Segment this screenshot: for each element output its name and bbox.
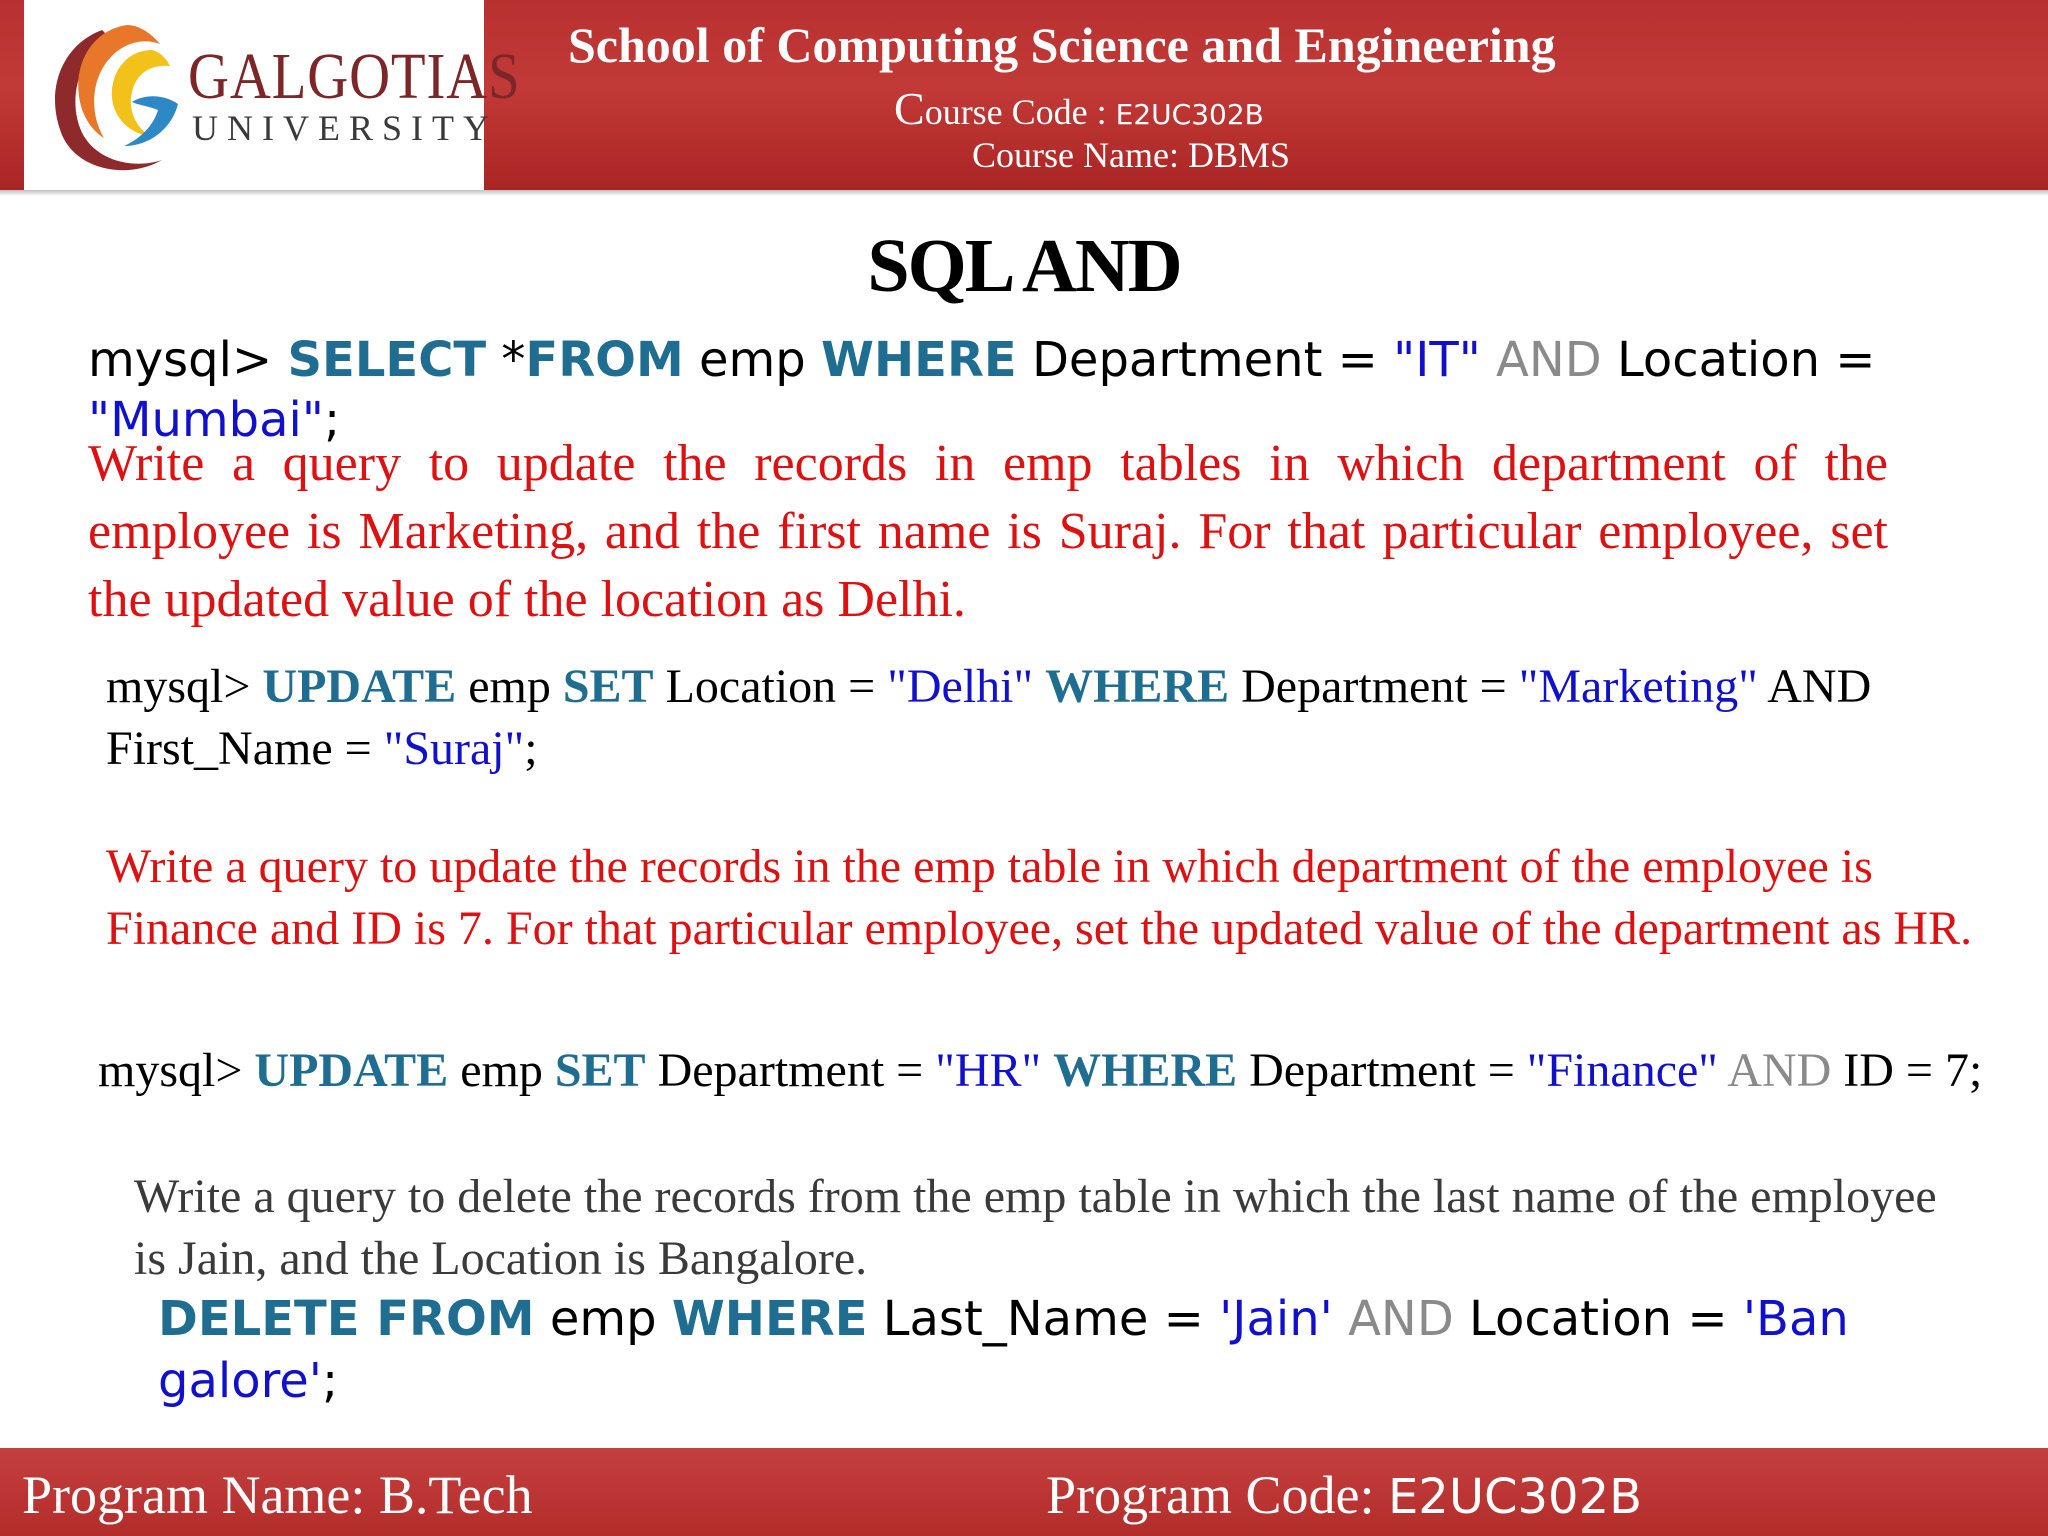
exercise-prompt-3: Write a query to delete the records from the emp table in which the last name of the employee is Jain, and the Location is Bangalore. — [134, 1170, 1937, 1285]
sql-query-delete — [158, 1288, 1878, 1412]
q4-keyword-delete-from: DELETE FROM — [158, 1291, 535, 1347]
q4-string-jain: 'Jain' — [1219, 1291, 1333, 1347]
q1-and: AND — [1480, 332, 1602, 388]
program-code-label: Program Code: — [1046, 1465, 1388, 1525]
q3-space — [1041, 1044, 1053, 1097]
course-name: Course Name: DBMS — [972, 135, 1290, 175]
q4-string-bangalore: 'Bangalore' — [158, 1291, 1849, 1409]
q2-condition-2: AND First_Name = — [106, 660, 1872, 775]
q3-condition-1: Department = — [1237, 1044, 1527, 1097]
course-code-label-cap: C — [894, 83, 925, 134]
q3-set-column: Department = — [645, 1044, 936, 1097]
q2-condition-1: Department = — [1229, 660, 1519, 713]
q1-keyword-where: WHERE — [821, 332, 1017, 388]
q2-space — [1033, 660, 1045, 713]
q2-string-suraj: "Suraj" — [383, 722, 525, 775]
exercise-prompt-1: Write a query to update the records in emp tables in which department of the employee is Marketing, and the first name is Suraj. For that particular employee, set the updated value of the location as Delhi. — [88, 435, 1888, 628]
q3-keyword-set: SET — [554, 1044, 646, 1097]
footer-bar — [0, 1448, 2048, 1536]
q4-end: ; — [322, 1353, 339, 1409]
q3-and: AND — [1717, 1044, 1832, 1097]
q1-end: ; — [323, 392, 341, 448]
q3-keyword-update: UPDATE — [254, 1044, 449, 1097]
school-title: School of Computing Science and Engineering — [568, 17, 1556, 73]
exercise-prompt-2: Write a query to update the records in the emp table in which department of the employee is Finance and ID is 7. For that particular employee, set the updated value of the department as HR. — [106, 840, 1973, 955]
q2-keyword-update: UPDATE — [262, 660, 457, 713]
q1-prompt: mysql> — [88, 332, 288, 388]
q4-keyword-where: WHERE — [671, 1291, 868, 1347]
program-name: Program Name: B.Tech — [22, 1465, 533, 1525]
q2-table: emp — [456, 660, 563, 713]
logo-subtitle: UNIVERSITY — [192, 108, 498, 148]
q4-and: AND — [1332, 1291, 1454, 1347]
q3-condition-2: ID = 7; — [1831, 1044, 1983, 1097]
sql-query-update-location — [106, 656, 1906, 780]
program-code-value: E2UC302B — [1387, 1469, 1643, 1525]
q1-keyword-from: FROM — [525, 332, 684, 388]
q4-condition-2: Location = — [1453, 1291, 1743, 1347]
q2-set-column: Location = — [653, 660, 888, 713]
q3-string-hr: "HR" — [935, 1044, 1042, 1097]
q1-string-it: "IT" — [1393, 332, 1481, 388]
header-bar — [0, 0, 2048, 190]
course-code-value: E2UC302B — [1115, 98, 1264, 131]
q3-keyword-where: WHERE — [1053, 1044, 1238, 1097]
q1-condition-2: Location = — [1601, 332, 1876, 388]
q1-table: emp — [683, 332, 822, 388]
q3-prompt: mysql> — [98, 1044, 255, 1097]
q2-keyword-where: WHERE — [1045, 660, 1230, 713]
university-logo — [24, 0, 521, 190]
q2-keyword-set: SET — [562, 660, 654, 713]
q2-prompt: mysql> — [106, 660, 263, 713]
q1-condition-1: Department = — [1016, 332, 1394, 388]
galgotias-swirl-logo-icon — [32, 10, 202, 180]
q2-string-delhi: "Delhi" — [887, 660, 1034, 713]
course-code-label: ourse Code : — [924, 92, 1116, 132]
q1-keyword-select: SELECT — [287, 332, 487, 388]
q4-condition-1: Last_Name = — [867, 1291, 1220, 1347]
slide-title: SQL AND — [867, 224, 1181, 308]
logo-name: GALGOTIAS — [188, 40, 521, 113]
program-code — [1046, 1466, 1642, 1525]
q2-end: ; — [524, 722, 538, 775]
sql-query-update-department — [98, 1040, 1990, 1102]
q2-string-marketing: "Marketing" — [1518, 660, 1758, 713]
q1-star: * — [486, 332, 526, 388]
q4-table: emp — [534, 1291, 672, 1347]
q3-string-finance: "Finance" — [1526, 1044, 1718, 1097]
q3-table: emp — [448, 1044, 555, 1097]
course-code — [894, 84, 1264, 135]
q1-string-mumbai: "Mumbai" — [88, 392, 324, 448]
